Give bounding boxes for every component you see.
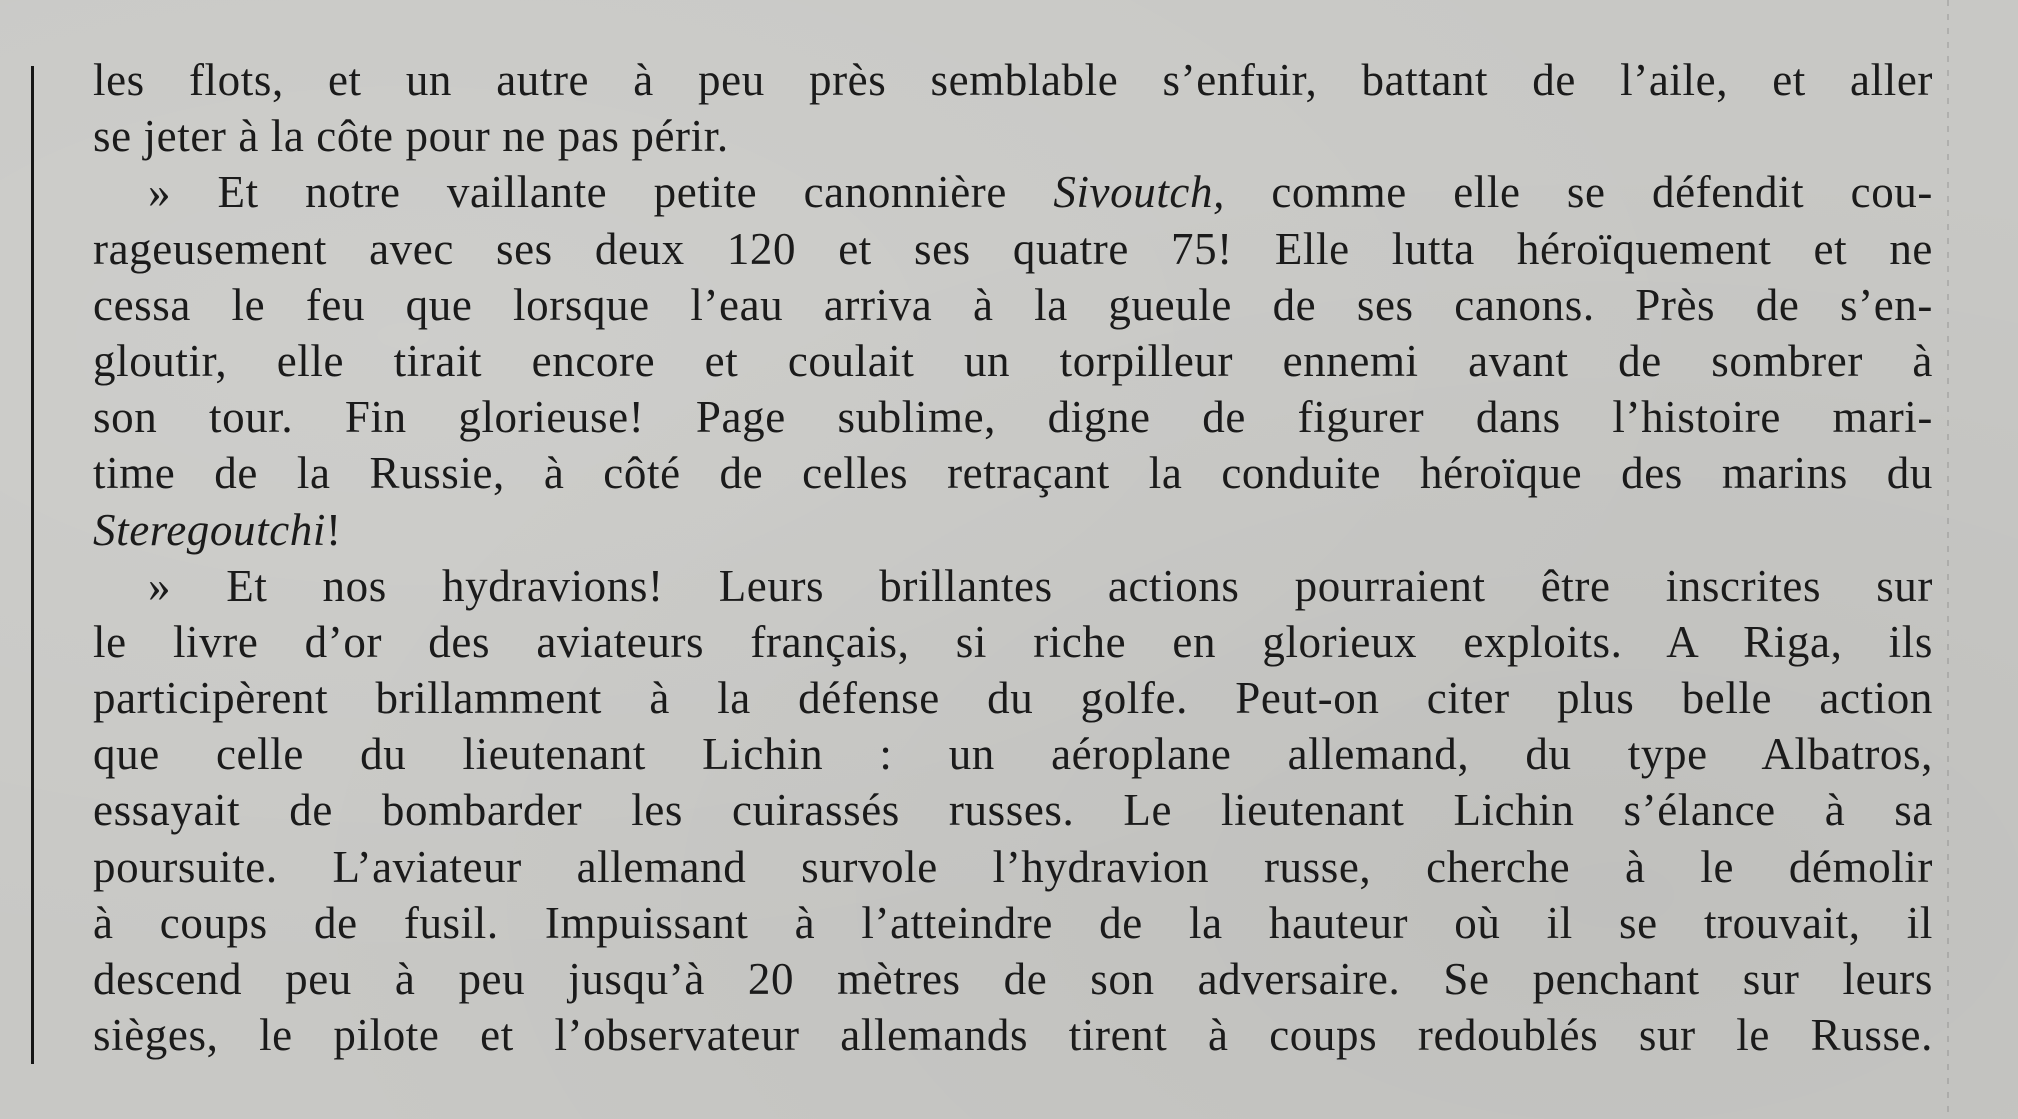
text-line: le livre d’or des aviateurs français, si riche en glorieux exploits. A Riga, ils bbox=[93, 616, 1933, 667]
paragraph-1 bbox=[93, 52, 1933, 164]
page-edge-line bbox=[1947, 0, 1949, 1119]
text-run: » Et notre vaillante petite canonnière bbox=[148, 167, 1054, 218]
text-line-with-italic bbox=[93, 502, 1933, 558]
paragraph-3 bbox=[93, 558, 1933, 1064]
ship-name-italic: Steregoutchi bbox=[93, 504, 326, 555]
text-line: poursuite. L’aviateur allemand survole l’hydravion russe, cherche à le démolir bbox=[93, 841, 1933, 892]
text-line: se jeter à la côte pour ne pas périr. bbox=[93, 111, 729, 162]
text-line: descend peu à peu jusqu’à 20 mètres de son adversaire. Se penchant sur leurs bbox=[93, 954, 1933, 1004]
text-line: time de la Russie, à côté de celles retraçant la conduite héroïque des marins du bbox=[93, 448, 1933, 499]
text-line: essayait de bombarder les cuirassés russes. Le lieutenant Lichin s’élance à sa bbox=[93, 785, 1933, 836]
paragraph-2 bbox=[93, 164, 1933, 557]
text-line: son tour. Fin glorieuse! Page sublime, digne de figurer dans l’histoire mari- bbox=[93, 392, 1933, 443]
ship-name-italic: Sivoutch, bbox=[1053, 167, 1225, 218]
text-line: que celle du lieutenant Lichin : un aéroplane allemand, du type Albatros, bbox=[93, 729, 1933, 780]
text-run: ! bbox=[325, 504, 342, 555]
body-text bbox=[93, 52, 1933, 1063]
margin-vertical-rule bbox=[31, 66, 34, 1064]
text-run: comme elle se défendit cou- bbox=[1224, 167, 1933, 218]
text-line: cessa le feu que lorsque l’eau arriva à la gueule de ses canons. Près de s’en- bbox=[93, 279, 1933, 330]
text-line: gloutir, elle tirait encore et coulait un torpilleur ennemi avant de sombrer à bbox=[93, 335, 1933, 386]
text-line: à coups de fusil. Impuissant à l’atteindre de la hauteur où il se trouvait, il bbox=[93, 897, 1933, 948]
text-line: participèrent brillamment à la défense du golfe. Peut-on citer plus belle action bbox=[93, 673, 1933, 724]
text-line: sièges, le pilote et l’observateur allemands tirent à coups redoublés sur le Russe. bbox=[93, 1010, 1933, 1061]
text-line: » Et nos hydravions! Leurs brillantes actions pourraient être inscrites sur bbox=[148, 560, 1933, 611]
text-line-with-italic bbox=[93, 164, 1933, 220]
text-line: rageusement avec ses deux 120 et ses quatre 75! Elle lutta héroïquement et ne bbox=[93, 223, 1933, 274]
text-line: les flots, et un autre à peu près semblable s’enfuir, battant de l’aile, et aller bbox=[93, 55, 1933, 105]
